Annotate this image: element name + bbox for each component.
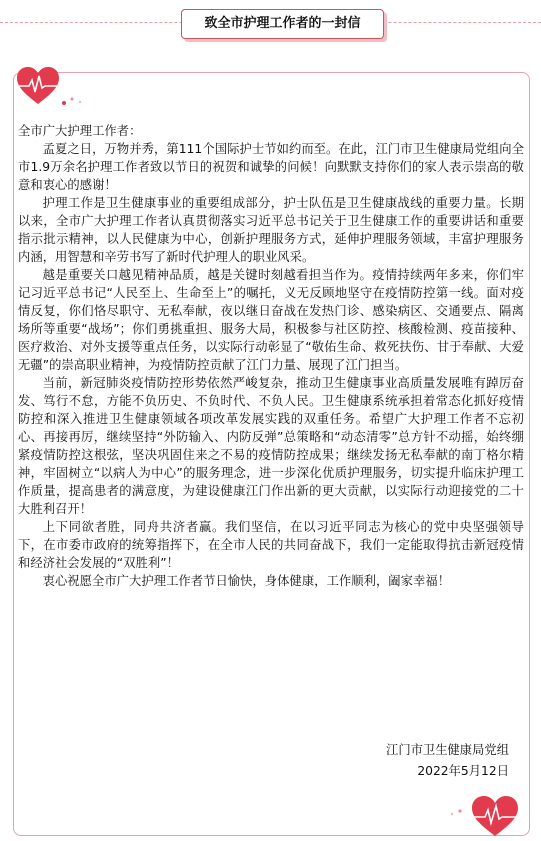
signature-block	[386, 740, 509, 782]
paragraph: 护理工作是卫生健康事业的重要组成部分，护士队伍是卫生健康战线的重要力量。长期以来，全市广大护理工作者认真贯彻落实习近平总书记关于卫生健康工作的重要讲话和重要指示批示精神，以人民健康为中心，创新护理服务方式，延伸护理服务领域，丰富护理服务内涵，用智慧和辛劳书写了新时代护理人的职业风采。	[18, 196, 524, 264]
paragraph: 上下同欲者胜，同舟共济者赢。我们坚信，在以习近平同志为核心的党中央坚强领导下，在市委市政府的统筹指挥下，在全市人民的共同奋战下，我们一定能取得抗击新冠疫情和经济社会发展的“双胜利”！	[18, 520, 524, 570]
page-title: 致全市护理工作者的一封信	[181, 9, 384, 39]
letter-body	[18, 122, 524, 590]
heart-icon	[470, 795, 520, 838]
salutation: 全市广大护理工作者：	[18, 124, 142, 138]
signature-date: 2022年5月12日	[417, 764, 509, 778]
paragraph: 孟夏之日，万物并秀，第111个国际护士节如约而至。在此，江门市卫生健康局党组向全市1.9万余名护理工作者致以节日的祝贺和诚挚的问候！向默默支持你们的家人表示崇高的敬意和衷心的感谢！	[18, 142, 524, 192]
heart-icon	[15, 66, 61, 106]
paragraph: 当前，新冠肺炎疫情防控形势依然严峻复杂，推动卫生健康事业高质量发展唯有踔厉奋发、笃行不怠，方能不负历史、不负时代、不负人民。卫生健康系统承担着常态化抓好疫情防控和深入推进卫生健康领域各项改革发展实践的双重任务。希望广大护理工作者不忘初心、再接再厉，继续坚持“外防输入、内防反弹”总策略和“动态清零”总方针不动摇，始终绷紧疫情防控这根弦，坚决巩固住来之不易的疫情防控成果；继续发扬无私奉献的南丁格尔精神，牢固树立“以病人为中心”的服务理念，进一步深化优质护理服务，切实提升临床护理工作质量，提高患者的满意度，为建设健康江门作出新的更大贡献，以实际行动迎接党的二十大胜利召开！	[18, 376, 524, 516]
decorative-dots	[448, 806, 472, 820]
paragraph: 越是重要关口越见精神品质，越是关键时刻越看担当作为。疫情持续两年多来，你们牢记习近平总书记“人民至上、生命至上”的嘱托，义无反顾地坚守在疫情防控第一线。面对疫情反复，你们恪尽职守、无私奉献，夜以继日奋战在发热门诊、感染病区、交通要点、隔离场所等重要“战场”；你们勇挑重担、服务大局，积极参与社区防控、核酸检测、疫苗接种、医疗救治、对外支援等重点任务，以实际行动彰显了“敬佑生命、救死扶伤、甘于奉献、大爱无疆”的崇高职业精神，为疫情防控贡献了江门力量、展现了江门担当。	[18, 268, 524, 372]
signature-org: 江门市卫生健康局党组	[386, 743, 509, 757]
title-area	[0, 0, 541, 48]
decorative-dots	[60, 93, 100, 107]
paragraph: 衷心祝愿全市广大护理工作者节日愉快，身体健康，工作顺利，阖家幸福！	[42, 574, 451, 588]
